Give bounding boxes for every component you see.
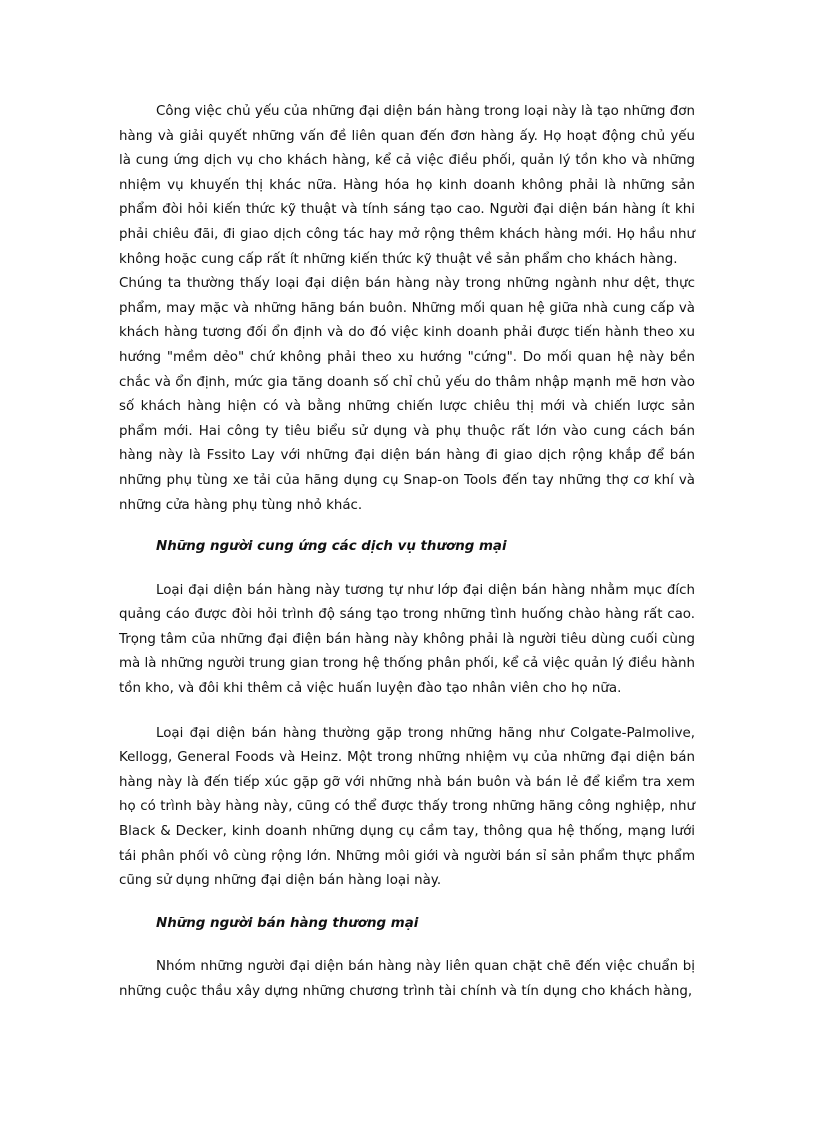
paragraph-bidding-preparation: Nhóm những người đại diện bán hàng này liên quan chặt chẽ đến việc chuẩn bị những cuộc thầu xây dựng những chương trình tài chính và tín dụng cho khách hàng, xyxy=(119,959,695,999)
paragraph-industries: Chúng ta thường thấy loại đại diện bán hàng này trong những ngành như dệt, thực phẩm, may mặc và những hãng bán buôn. Những mối quan hệ giữa nhà cung cấp và khách hàng tương đối ổn định và do đó việc kinh doanh phải được tiến hành theo xu hướng "mềm dẻo" chứ không phải theo xu hướng "cứng". Do mối quan hệ này bền chắc và ổn định, mức gia tăng doanh số chỉ chủ yếu do thâm nhập mạnh mẽ hơn vào số khách hàng hiện có và bằng những chiến lược chiêu thị mới và chiến lược sản phẩm mới. Hai công ty tiêu biểu sử dụng và phụ thuộc rất lớn vào cung cách bán hàng này là Fssito Lay với những đại diện bán hàng đi giao dịch rộng khắp để bán những phụ tùng xe tải của hãng dụng cụ Snap-on Tools đến tay những thợ cơ khí và những cửa hàng phụ tùng nhỏ khác. xyxy=(119,276,695,513)
paragraph-order-takers: Công việc chủ yếu của những đại diện bán hàng trong loại này là tạo những đơn hàng và giải quyết những vấn đề liên quan đến đơn hàng ấy. Họ hoạt động chủ yếu là cung ứng dịch vụ cho khách hàng, kể cả việc điều phối, quản lý tồn kho và những nhiệm vụ khuyến thị khác nữa. Hàng hóa họ kinh doanh không phải là những sản phẩm đòi hỏi kiến thức kỹ thuật và tính sáng tạo cao. Người đại diện bán hàng ít khi phải chiêu đãi, đi giao dịch công tác hay mở rộng thêm khách hàng mới. Họ hầu như không hoặc cung cấp rất ít những kiến thức kỹ thuật về sản phẩm cho khách hàng. xyxy=(119,104,695,267)
section-heading-trade-salespeople: Những người bán hàng thương mại xyxy=(156,915,419,931)
paragraph-consumer-goods-companies: Loại đại diện bán hàng thường gặp trong những hãng như Colgate-Palmolive, Kellogg, General Foods và Heinz. Một trong những nhiệm vụ của những đại diện bán hàng này là đến tiếp xúc gặp gỡ với những nhà bán buôn và bán lẻ để kiểm tra xem họ có trình bày hàng này, cũng có thể được thấy trong những hãng công nghiệp, như Black & Decker, kinh doanh những dụng cụ cầm tay, thông qua hệ thống, mạng lưới tái phân phối vô cùng rộng lớn. Những môi giới và người bán sỉ sản phẩm thực phẩm cũng sử dụng những đại diện bán hàng loại này. xyxy=(119,725,695,889)
paragraph-trade-representatives: Loại đại diện bán hàng này tương tự như lớp đại diện bán hàng nhằm mục đích quảng cáo được đòi hỏi trình độ sáng tạo trong những tình huống chào hàng rất cao. Trọng tâm của những đại điện bán hàng này không phải là người tiêu dùng cuối cùng mà là những người trung gian trong hệ thống phân phối, kể cả việc quản lý điều hành tồn kho, và đôi khi thêm cả việc huấn luyện đào tạo nhân viên cho họ nữa. xyxy=(119,582,695,697)
section-heading-trade-service-providers: Những người cung ứng các dịch vụ thương mại xyxy=(156,539,507,555)
document-body xyxy=(119,100,695,1005)
